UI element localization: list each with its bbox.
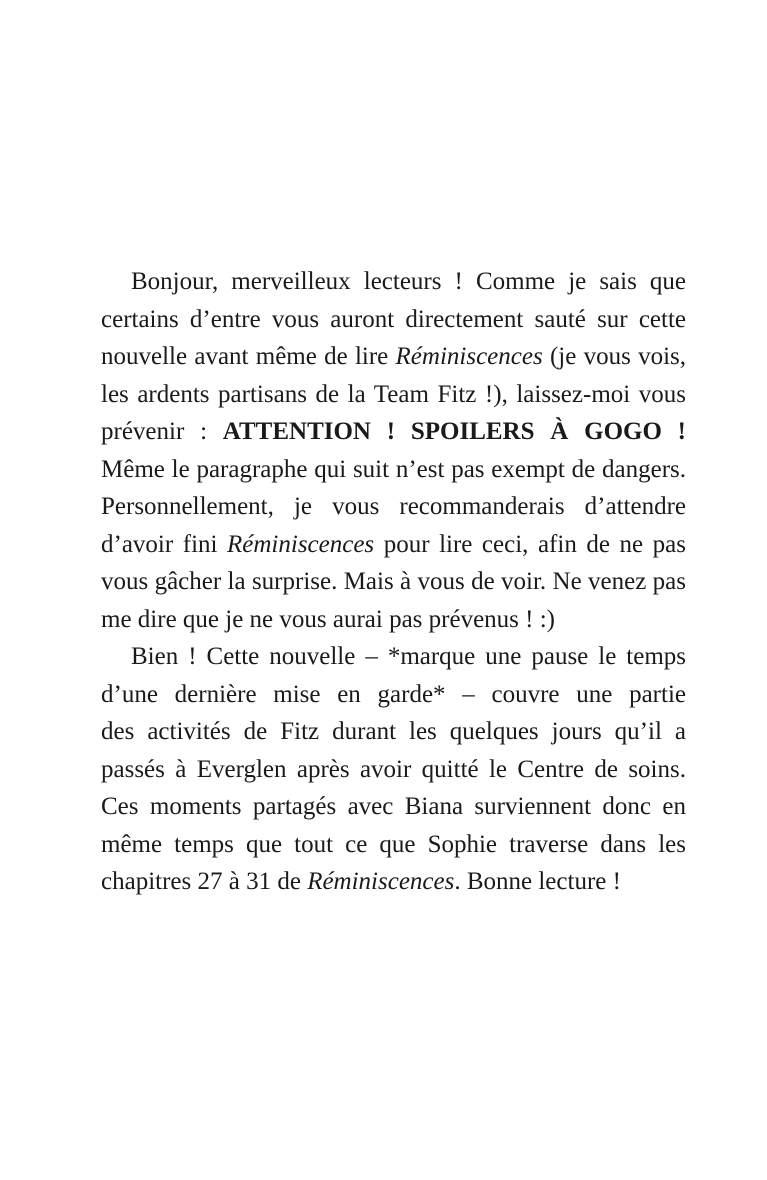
text-line [101, 601, 686, 639]
text-line [101, 563, 686, 601]
text-segment: Personnellement, je vous recommanderais d’attendre [101, 493, 686, 520]
text-segment: (je vous vois, [542, 343, 686, 370]
text-line [101, 451, 686, 489]
text-segment: chapitres 27 à 31 de [101, 868, 308, 895]
text-segment: me dire que je ne vous aurai pas prévenus ! :) [101, 605, 556, 633]
text-segment: des activités de Fitz durant les quelques jours qu’il a [101, 718, 686, 745]
text-segment: même temps que tout ce que Sophie traverse dans les [101, 830, 686, 858]
text-line [101, 638, 686, 676]
text-segment: d’avoir fini [101, 530, 227, 558]
book-title-italic: Réminiscences [227, 530, 375, 558]
text-line [101, 526, 686, 564]
text-line [101, 413, 686, 451]
text-segment: passés à Everglen après avoir quitté le Centre de soins. [101, 755, 686, 783]
text-segment: nouvelle avant même de lire [101, 343, 396, 370]
text-line [101, 338, 686, 376]
text-segment: certains d’entre vous auront directement sauté sur cette [101, 305, 686, 333]
book-title-italic: Réminiscences [307, 868, 455, 895]
paragraph [101, 263, 686, 638]
text-line [101, 788, 686, 826]
text-segment: . Bonne lecture ! [454, 868, 621, 895]
text-segment: d’une dernière mise en garde* – couvre une partie [101, 680, 686, 708]
paragraph [101, 638, 686, 901]
text-line [101, 751, 686, 789]
text-line [101, 376, 686, 414]
text-line [101, 676, 686, 714]
text-segment: Même le paragraphe qui suit n’est pas exempt de dangers. [101, 455, 686, 483]
text-segment: Ces moments partagés avec Biana surviennent donc en [101, 793, 686, 820]
text-segment: Bien ! Cette nouvelle – *marque une pause le temps [131, 643, 686, 670]
text-block [101, 263, 686, 901]
spoiler-warning: ATTENTION ! SPOILERS À GOGO ! [222, 418, 687, 445]
text-segment: pour lire ceci, afin de ne pas [374, 530, 686, 558]
text-segment: prévenir : [101, 418, 223, 445]
text-segment: vous gâcher la surprise. Mais à vous de voir. Ne venez pas [101, 568, 686, 595]
text-line [101, 488, 686, 526]
text-line [101, 301, 686, 339]
book-title-italic: Réminiscences [395, 343, 543, 370]
text-line [101, 713, 686, 751]
text-line [101, 863, 686, 901]
text-line [101, 263, 686, 301]
text-segment: les ardents partisans de la Team Fitz !), laissez-moi vous [101, 380, 686, 408]
text-line [101, 826, 686, 864]
text-segment: Bonjour, merveilleux lecteurs ! Comme je sais que [131, 268, 686, 295]
